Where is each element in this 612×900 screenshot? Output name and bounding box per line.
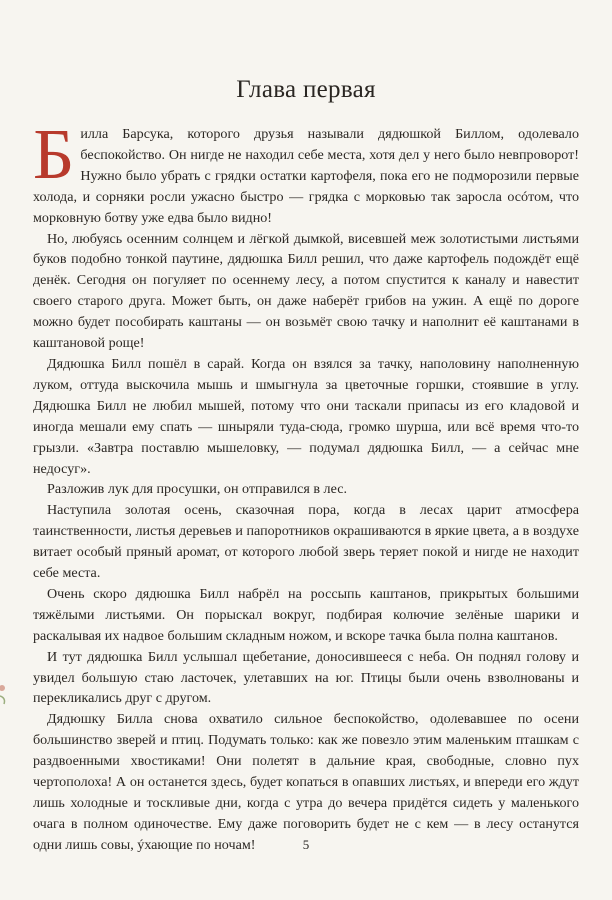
paragraph: [33, 114, 579, 229]
chapter-title: Глава первая: [236, 76, 376, 103]
body-text: [33, 114, 579, 856]
paragraph: Наступила золотая осень, сказочная пора, когда в лесах царит атмосфера таинственности, листья деревьев и папоротников окрашиваются в яркие цвета, а в воздухе витает особый пряный аромат, от которого любой зверь теряет покой и нигде не находит себе места.: [33, 502, 579, 582]
paragraph: Но, любуясь осенним солнцем и лёгкой дымкой, висевшей меж золотистыми листьями буков подобно тонкой паутине, дядюшка Билл решил, что даже картофель подождёт ещё денёк. Сегодня он погуляет по осеннему лесу, а потом спустится к каналу и навестит своего старого друга. Может быть, он даже наберёт грибов на ужин. А ещё по дороге можно будет пособирать каштаны — он возьмёт свою тачку и наполнит её каштанами в каштановой роще!: [33, 230, 579, 352]
paragraph-text: илла Барсука, которого друзья называли дядюшкой Биллом, одолевало беспокойство. Он нигде не находил себе места, хотя дел у него было невпроворот! Нужно было убрать с грядки остатки картофеля, пока его не подморозили первые холода, и сорняки росли ужасно быстро — грядка с морковью так заросла осóтом, что морковную ботву уже едва было видно!: [33, 126, 579, 226]
paragraph: И тут дядюшка Билл услышал щебетание, доносившееся с неба. Он поднял голову и увидел большую стаю ласточек, улетавших на юг. Птицы были очень взволнованы и перекликались друг с другом.: [33, 648, 579, 707]
paragraph: Дядюшку Билла снова охватило сильное беспокойство, одолевавшее по осени большинство зверей и птиц. Подумать только: как же повезло этим маленьким пташкам с раздвоенными хвостиками! Они полетят в дальние края, свободные, словно пух чертополоха! А он останется здесь, будет копаться в опавших листьях, и впереди его ждут лишь холодные и тоскливые дни, когда с утра до вечера придётся сидеть у маленького очага в полном одиночестве. Ему даже поговорить будет не с кем — в лесу останутся одни лишь совы, ýхающие по ночам!: [33, 711, 579, 853]
drop-cap: Б: [33, 114, 75, 194]
page-number: 5: [302, 837, 310, 852]
paragraph: Разложив лук для просушки, он отправился в лес.: [47, 481, 347, 498]
paragraph: Очень скоро дядюшка Билл набрёл на россыпь каштанов, прикрытых большими тяжёлыми листьями. Он порыскал вокруг, подбирая колючие зелёные шарики и раскалывая их надвое большим складным ножом, и вскоре тачка была полна каштанов.: [33, 585, 579, 644]
paragraph: Дядюшка Билл пошёл в сарай. Когда он взялся за тачку, наполовину наполненную луком, оттуда выскочила мышь и шмыгнула за цветочные горшки, стоявшие в углу. Дядюшка Билл не любил мышей, потому что они таскали припасы из его кладовой и иногда мешали ему спать — шныряли туда-сюда, громко шурша, или всё время что-то грызли. «Завтра поставлю мышеловку, — подумал дядюшка Билл, — а сейчас мне недосуг».: [33, 355, 579, 477]
margin-illustration-fragment: [0, 682, 10, 706]
